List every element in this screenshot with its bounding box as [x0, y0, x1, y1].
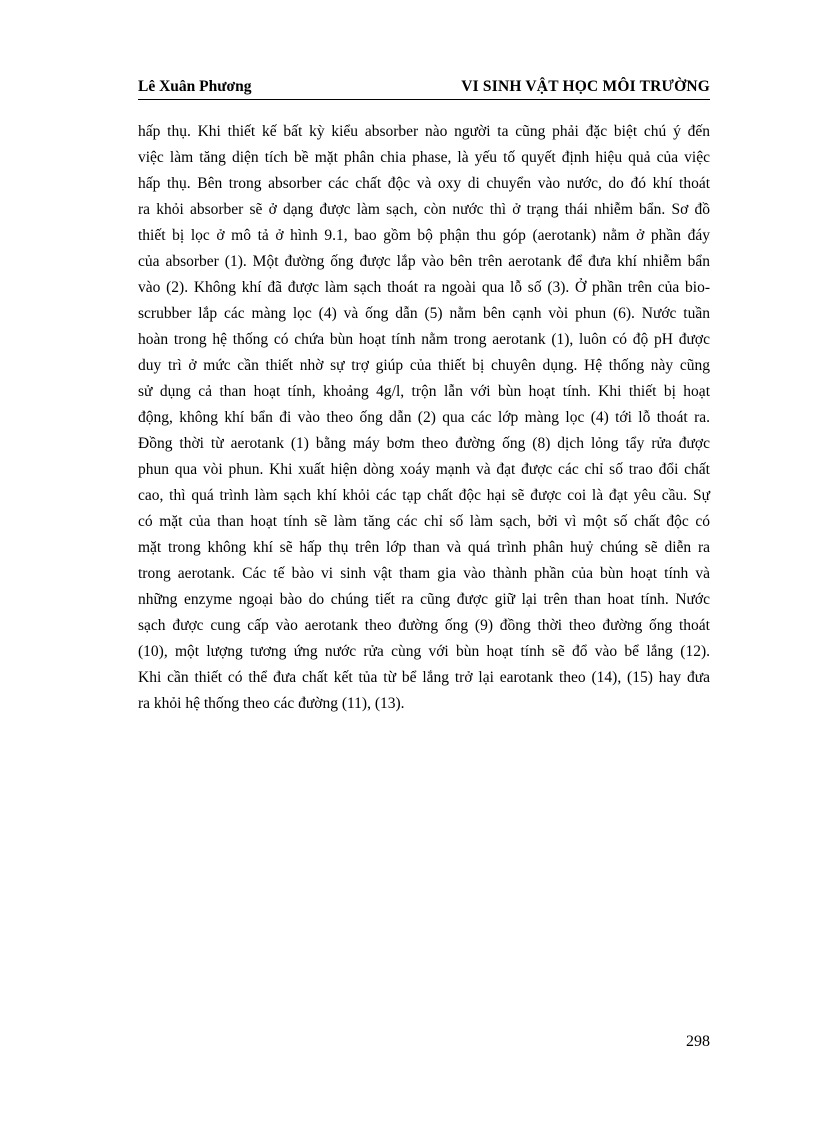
body-paragraph	[138, 119, 710, 717]
text-line: Khi cần thiết có thể đưa chất kết tủa từ bể lắng trở lại earotank theo (14), (15) hay đưa	[138, 669, 710, 686]
text-line: của absorber (1). Một đường ống được lắp vào bên trên aerotank để đưa khí nhiễm bẩn	[138, 253, 710, 270]
header-book-title: VI SINH VẬT HỌC MÔI TRƯỜNG	[461, 78, 710, 95]
text-line: mặt trong không khí sẽ hấp thụ trên lớp than và quá trình phân huỷ chúng sẽ diễn ra	[138, 539, 710, 556]
page-number: 298	[686, 1033, 710, 1050]
text-line: ra khỏi absorber sẽ ở dạng được làm sạch, còn nước thì ở trạng thái nhiễm bẩn. Sơ đồ	[138, 201, 710, 218]
text-line: hấp thụ. Bên trong absorber các chất độc và oxy di chuyển vào nước, do đó khí thoát	[138, 175, 710, 192]
text-line: ra khỏi hệ thống theo các đường (11), (13).	[138, 695, 405, 712]
text-line: có mặt của than hoạt tính sẽ làm tăng các chỉ số làm sạch, bởi vì một số chất độc có	[138, 513, 710, 530]
text-line: sử dụng cả than hoạt tính, khoảng 4g/l, trộn lẫn với bùn hoạt tính. Khi thiết bị hoạt	[138, 383, 710, 400]
text-line: cao, thì quá trình làm sạch khí khỏi các tạp chất độc hại sẽ được coi là đạt yêu cầu. Sự	[138, 487, 710, 504]
text-line: scrubber lắp các màng lọc (4) và ống dẫn (5) nằm bên cạnh vòi phun (6). Nước tuần	[138, 305, 710, 322]
text-line: thiết bị lọc ở mô tả ở hình 9.1, bao gồm bộ phận thu góp (aerotank) nằm ở phần đáy	[138, 227, 710, 244]
text-line: (10), một lượng tương ứng nước rửa cùng với bùn hoạt tính sẽ đổ vào bể lắng (12).	[138, 643, 710, 660]
text-line: hoàn trong hệ thống có chứa bùn hoạt tính nằm trong aerotank (1), luôn có độ pH được	[138, 331, 710, 348]
header-divider	[138, 99, 710, 100]
text-line: Đồng thời từ aerotank (1) bằng máy bơm theo đường ống (8) dịch lỏng tẩy rửa được	[138, 435, 710, 452]
text-line: việc làm tăng diện tích bề mặt phân chia phase, là yếu tố quyết định hiệu quả của việc	[138, 149, 710, 166]
text-line: vào (2). Không khí đã được làm sạch thoát ra ngoài qua lỗ số (3). Ở phần trên của bio-	[138, 279, 710, 296]
text-line: động, không khí bẩn đi vào theo ống dẫn (2) qua các lớp màng lọc (4) tới lỗ thoát ra.	[138, 409, 710, 426]
text-line: trong aerotank. Các tế bào vi sinh vật tham gia vào thành phần của bùn hoạt tính và	[138, 565, 710, 582]
text-line: sạch được cung cấp vào aerotank theo đường ống (9) đồng thời theo đường ống thoát	[138, 617, 710, 634]
text-line: những enzyme ngoại bào do chúng tiết ra cũng được giữ lại trên than hoat tính. Nước	[138, 591, 710, 608]
text-line: duy trì ở mức cần thiết nhờ sự trợ giúp của thiết bị chuyên dụng. Hệ thống này cũng	[138, 357, 710, 374]
header-author: Lê Xuân Phương	[138, 78, 252, 95]
text-line: hấp thụ. Khi thiết kế bất kỳ kiểu absorber nào người ta cũng phải đặc biệt chú ý đến	[138, 123, 710, 140]
text-line: phun qua vòi phun. Khi xuất hiện dòng xoáy mạnh và đạt được các chỉ số trao đổi chất	[138, 461, 710, 478]
page-header	[138, 76, 710, 98]
